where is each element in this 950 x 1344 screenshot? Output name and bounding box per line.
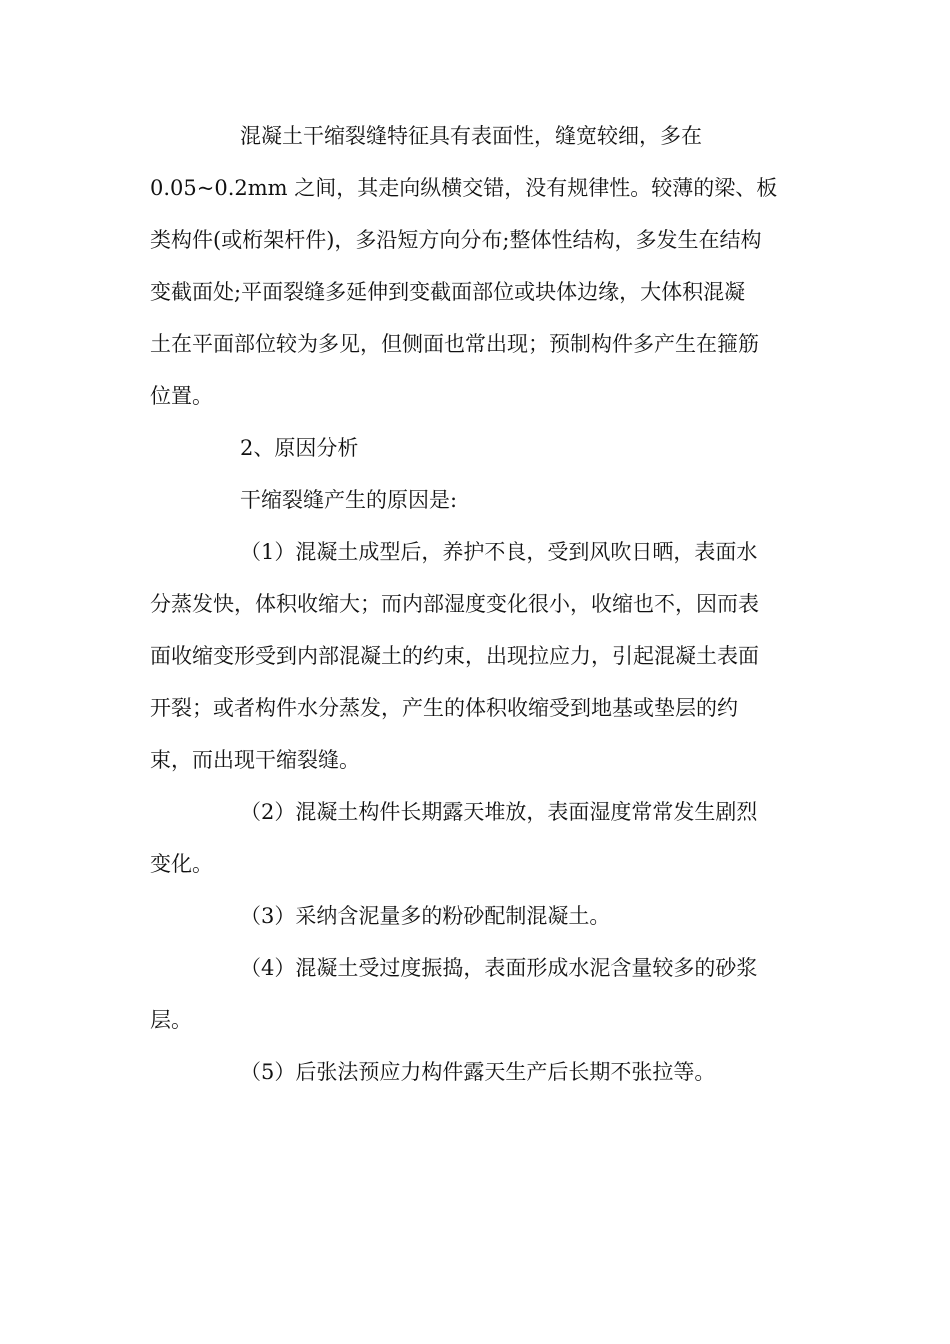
item-1-line-2: 分蒸发快，体积收缩大；而内部湿度变化很小，收缩也不，因而表 [150, 592, 759, 616]
item-2-line-2: 变化。 [150, 852, 213, 876]
item-4-line-2: 层。 [150, 1008, 192, 1032]
paragraph-1-line-3: 类构件(或桁架杆件)，多沿短方向分布;整体性结构，多发生在结构 [150, 228, 762, 252]
paragraph-1-line-5: 土在平面部位较为多见，但侧面也常出现；预制构件多产生在箍筋 [150, 332, 759, 356]
paragraph-1-line-6: 位置。 [150, 384, 213, 408]
intro-line: 干缩裂缝产生的原因是: [240, 488, 458, 512]
item-1-line-5: 束，而出现干缩裂缝。 [150, 748, 360, 772]
paragraph-1-line-1: 混凝土干缩裂缝特征具有表面性，缝宽较细，多在 [240, 124, 702, 148]
item-3-line-1: （3）采纳含泥量多的粉砂配制混凝土。 [240, 904, 611, 928]
item-1-line-4: 开裂；或者构件水分蒸发，产生的体积收缩受到地基或垫层的约 [150, 696, 738, 720]
item-5-line-1: （5）后张法预应力构件露天生产后长期不张拉等。 [240, 1060, 716, 1084]
item-1-line-1: （1）混凝土成型后，养护不良，受到风吹日晒，表面水 [240, 540, 758, 564]
item-4-line-1: （4）混凝土受过度振捣，表面形成水泥含量较多的砂浆 [240, 956, 758, 980]
paragraph-1-line-4: 变截面处;平面裂缝多延伸到变截面部位或块体边缘，大体积混凝 [150, 280, 746, 304]
section-heading: 2、原因分析 [240, 436, 359, 460]
paragraph-1-line-2: 0.05~0.2mm 之间，其走向纵横交错，没有规律性。较薄的梁、板 [150, 176, 778, 200]
item-2-line-1: （2）混凝土构件长期露天堆放，表面湿度常常发生剧烈 [240, 800, 758, 824]
item-1-line-3: 面收缩变形受到内部混凝土的约束，出现拉应力，引起混凝土表面 [150, 644, 759, 668]
